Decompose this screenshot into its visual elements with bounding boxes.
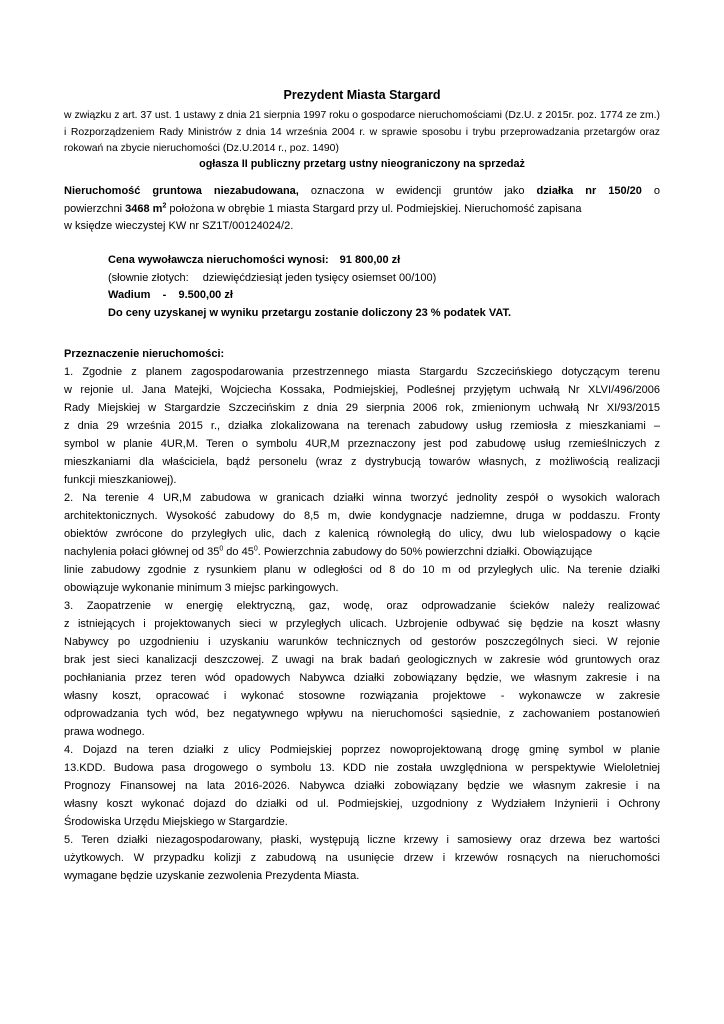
- body-line: architektonicznych. Wysokość zabudowy do 8,5 m, dwie kondygnacje nadziemne, druga w poddaszu. Fronty: [64, 510, 660, 522]
- price-in-words: [108, 270, 668, 288]
- body-line: 3. Zaopatrzenie w energię elektryczną, gaz, wodę, oraz odprowadzanie ścieków należy realizować: [64, 600, 660, 612]
- starting-price-label: Cena wywoławcza nieruchomości wynosi:: [108, 254, 329, 266]
- property-line-2: [64, 201, 660, 219]
- body-line: funkcji mieszkaniowej).: [64, 474, 177, 486]
- body-line: pochłaniania przez teren wód opadowych Nabywca działki zobowiązany będzie, we własnym zakresie i na: [64, 672, 660, 684]
- property-text: powierzchni: [64, 202, 126, 215]
- parcel-area: [125, 203, 166, 215]
- body-line: brak jest sieci kanalizacji deszczowej. Z uwagi na brak badań geologicznych w zakresie wód gruntowych oraz: [64, 654, 660, 666]
- parcel-area-value: 3468 m: [125, 202, 163, 215]
- starting-price-value: 91 800,00 zł: [339, 254, 401, 266]
- body-line: 5. Teren działki niezagospodarowany, płaski, występują liczne krzewy i samosiewy oraz drzewa bez wartości: [64, 834, 660, 846]
- body-line: mieszkaniami dla właściciela, bądź personelu (wraz z dystrybucją towarów własnych, z możliwością realizacji: [64, 456, 660, 468]
- document-title: Prezydent Miasta Stargard: [283, 88, 441, 102]
- property-line-1: [64, 183, 660, 201]
- parcel-number: działka nr 150/20: [536, 185, 642, 197]
- body-line: w rejonie ul. Jana Matejki, Wojciecha Kossaka, Podmiejskiej, Podleśnej przyjętym uchwałą Nr XLVI/496/2006: [64, 384, 660, 396]
- body-line: Nabywcy po uzgodnieniu i uzyskaniu warunków technicznych od gestorów poszczególnych sieci. W rejonie: [64, 636, 660, 648]
- purpose-heading: Przeznaczenie nieruchomości:: [64, 348, 225, 360]
- body-line: prawa wodnego.: [64, 726, 145, 738]
- body-line: obowiązuje wykonanie minimum 3 miejsc parkingowych.: [64, 582, 339, 594]
- body-line: Środowiska Urzędu Miejskiego w Stargardzie.: [64, 816, 288, 828]
- tender-announcement: ogłasza II publiczny przetarg ustny nieograniczony na sprzedaż: [199, 158, 525, 170]
- body-line: z istniejących i projektowanych sieci w przyległych ulicach. Uzbrojenie odbywać się będzie na koszt własny: [64, 618, 660, 630]
- property-text: oznaczona w ewidencji gruntów jako: [298, 185, 537, 197]
- body-line: 2. Na terenie 4 UR,M zabudowa w granicach działki winna tworzyć jednolity zespół o wysokich walorach: [64, 492, 660, 504]
- property-description: [64, 183, 660, 236]
- price-words-label: (słownie złotych:: [108, 271, 189, 284]
- property-type: Nieruchomość gruntowa niezabudowana,: [64, 185, 299, 197]
- property-line-3: [64, 218, 660, 236]
- property-text: położona w obrębie 1 miasta Stargard przy ul. Podmiejskiej. Nieruchomość zapisana: [166, 202, 582, 215]
- body-line: odprowadzania tych wód, bez negatywnego wpływu na nieruchomości sąsiednie, z zachowaniem postanowień: [64, 708, 660, 720]
- body-line: 13.KDD. Budowa pasa drogowego o symbolu 13. KDD nie została uwzględniona w perspektywie Wieloletniej: [64, 762, 660, 774]
- price-section: [108, 252, 668, 322]
- body-line: [64, 544, 660, 562]
- area-unit-superscript: 2: [162, 201, 167, 209]
- body-line: z dnia 29 września 2015 r., działka zlokalizowana na terenach zabudowy usług rzemiosła z mieszkaniami –: [64, 420, 660, 432]
- body-line: użytkowych. W przypadku kolizji z zabudową na usunięcie drzew i krzewów rosnących na nieruchomości: [64, 852, 660, 864]
- body-line: wymagane będzie uzyskanie zezwolenia Prezydenta Miasta.: [64, 870, 360, 882]
- body-line: linie zabudowy zgodnie z rysunkiem planu w odległości od 8 do 10 m od przyległych ulic. Na terenie działki: [64, 564, 660, 576]
- body-line: Prognozy Finansowej na lata 2016-2026. Nabywca działki zobowiązany będzie we własnym zakresie i na: [64, 780, 660, 792]
- starting-price-line: [108, 252, 668, 270]
- property-text: o: [641, 185, 660, 197]
- land-register-number: w księdze wieczystej KW nr SZ1T/00124024/2.: [64, 220, 294, 232]
- body-text: . Powierzchnia zabudowy do 50% powierzchni działki. Obowiązujące: [257, 546, 593, 558]
- vat-note: Do ceny uzyskanej w wyniku przetargu zostanie doliczony 23 % podatek VAT.: [108, 306, 512, 319]
- body-text: do 45: [223, 546, 254, 558]
- body-text: nachylenia połaci głównej od 35: [64, 546, 220, 558]
- body-line: Rady Miejskiej w Stargardzie Szczecińskim z dnia 29 sierpnia 2006 rok, zmienionym uchwałą Nr XI/93/2015: [64, 402, 660, 414]
- deposit-amount: Wadium - 9.500,00 zł: [108, 289, 233, 301]
- price-words-value: dziewięćdziesiąt jeden tysięcy osiemset 00/100): [202, 271, 437, 284]
- degree-superscript: 0: [219, 545, 224, 553]
- body-line: 4. Dojazd na teren działki z ulicy Podmiejskiej poprzez nowoprojektowaną drogę gminę symbol w planie: [64, 744, 660, 756]
- body-line: obiektów zwrócone do przyległych ulic, dach z kalenicą równoległą do ulicy, dwu lub wielospadowy o kącie: [64, 528, 660, 540]
- degree-superscript: 0: [253, 545, 258, 553]
- body-line: 1. Zgodnie z planem zagospodarowania przestrzennego miasta Stargardu Szczecińskiego dotyczącym terenu: [64, 366, 660, 378]
- body-line: symbol w planie 4UR,M. Teren o symbolu 4UR,M przeznaczony jest pod zabudowę usług rzemieślniczych z: [64, 438, 660, 450]
- legal-basis-paragraph: w związku z art. 37 ust. 1 ustawy z dnia 21 sierpnia 1997 roku o gospodarce nieruchomościami (Dz.U. z 2015r. poz. 1774 ze zm.) i Rozporządzeniem Rady Ministrów z dnia 14 września 2004 r. w sprawie sposobu i trybu przeprowadzania przetargów oraz rokowań na zbycie nieruchomości (Dz.U.2014 r., poz. 1490): [64, 110, 660, 155]
- body-line: własny koszt, opracować i wykonać stosowne rozwiązania projektowe - wykonawcze w zakresie: [64, 690, 660, 702]
- body-line: własny koszt wykonać dojazd do działki od ul. Podmiejskiej, uzgodniony z Wydziałem Inżynierii i Ochrony: [64, 798, 660, 810]
- deposit-line: [108, 287, 668, 305]
- vat-line: [108, 305, 668, 323]
